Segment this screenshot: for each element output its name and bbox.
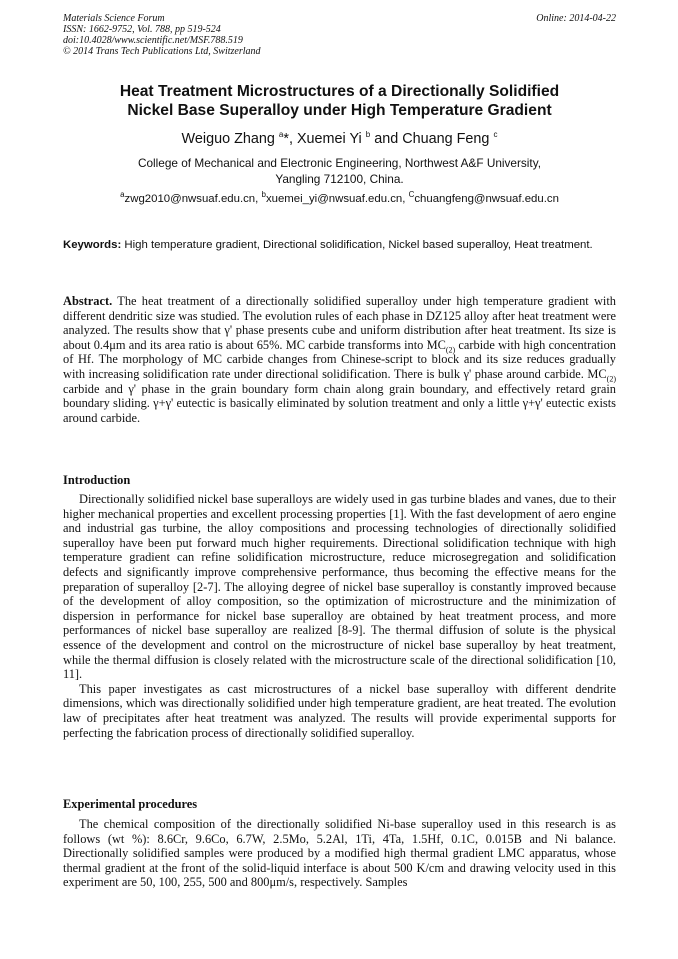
introduction-paragraph-1: Directionally solidified nickel base superalloys are widely used in gas turbine blades and vanes, due to their higher mechanical properties and excellent processing properties [1]. With the fast development of aero engine and industrial gas turbine, the alloy compositions and processing technologies of directionally solidified superalloy have been put forward much higher requirements. Directional solidification technique with high temperature gradient can refine solidification microstructure, reduce microsegregation and solidification defects and significantly improve comprehensive performance, thus becoming the effective means for the preparation of superalloy [2-7]. The alloying degree of nickel base superalloy is constantly improved because of the development of alloy composition, so the optimization of microstructure and the minimization of dispersion in performance for nickel base superalloy are obtained by heat treatment process, and more performances of nickel base superalloy are realized [8-9]. The thermal diffusion of solute is the physical essence of the development and control on the microstructure of nickel base superalloy by heat treatment, while the thermal diffusion is closely related with the microstructure scale of the directional solidification [10, 11].: [63, 492, 616, 682]
keywords: [63, 234, 616, 256]
author-3-sup: c: [493, 130, 498, 140]
author-2-sup: b: [365, 130, 371, 140]
author-1: Weiguo Zhang: [181, 131, 275, 147]
keywords-text: High temperature gradient, Directional solidification, Nickel based superalloy, Heat treatment.: [121, 239, 593, 251]
introduction-section: [63, 492, 616, 740]
abstract-text-2: carbide with high concentration of Hf. The morphology of MC carbide changes from Chinese-script to block and its size reduces gradually with increasing solidification rate under directional solidification. There is bulk γ' phase around carbide. MC: [63, 337, 616, 381]
email-c-sup: C: [408, 190, 415, 200]
journal-header: [63, 13, 616, 57]
author-3: Chuang Feng: [402, 131, 490, 147]
introduction-paragraph-2: This paper investigates as cast microstructures of a nickel base superalloy with different dendrite dimensions, which was directionally solidified under high temperature gradient, are heat treated. The evolution law of precipitates after heat treatment was analyzed. The results will provide experimental supports for perfecting the fabrication process of directionally solidified superalloy.: [63, 681, 616, 740]
experimental-section: [63, 817, 616, 890]
affiliation: [63, 156, 616, 187]
author-list: [63, 131, 616, 147]
experimental-heading: Experimental procedures: [63, 797, 198, 811]
abstract-text-3: carbide and γ' phase in the grain boundary form chain along grain boundary, and effectively retard grain boundary sliding. γ+γ' eutectic is basically eliminated by solution treatment and only a little γ+γ' eutectic exists around carbide.: [63, 381, 616, 425]
author-and: and: [370, 131, 403, 147]
issn-line: ISSN: 1662-9752, Vol. 788, pp 519-524: [63, 24, 221, 35]
email-a-sup: a: [120, 190, 125, 200]
affiliation-line-2: Yangling 712100, China.: [275, 171, 404, 186]
author-1-sup: a: [278, 130, 284, 140]
abstract: [63, 294, 616, 425]
email-a[interactable]: zwg2010@nwsuaf.edu.cn,: [124, 193, 262, 205]
abstract-sub-1: (2): [445, 345, 456, 355]
doi-line: doi:10.4028/www.scientific.net/MSF.788.519: [63, 35, 243, 46]
title-line-2: Nickel Base Superalloy under High Temperature Gradient: [127, 102, 552, 119]
affiliation-line-1: College of Mechanical and Electronic Engineering, Northwest A&F University,: [137, 156, 542, 170]
email-list: [63, 190, 616, 205]
online-date: Online: 2014-04-22: [536, 13, 616, 24]
introduction-heading: Introduction: [63, 473, 131, 487]
experimental-paragraph-1: The chemical composition of the directionally solidified Ni-base superalloy used in this research is as follows (wt %): 8.6Cr, 9.6Co, 6.7W, 2.5Mo, 5.2Al, 1Ti, 4Ta, 1.5Hf, 0.1C, 0.015B and Ni balance. Directionally solidified samples were produced by a modified high thermal gradient LMC apparatus, whose thermal gradient at the front of the solid-liquid interface is about 500 K/cm and drawing velocity used in this experiment are 50, 100, 255, 500 and 800μm/s, respectively. Samples: [63, 817, 616, 890]
title-line-1: Heat Treatment Microstructures of a Directionally Solidified: [119, 83, 560, 100]
copyright-line: © 2014 Trans Tech Publications Ltd, Switzerland: [63, 46, 261, 57]
paper-title: [63, 82, 616, 120]
author-2: Xuemei Yi: [296, 131, 362, 147]
email-b[interactable]: xuemei_yi@nwsuaf.edu.cn,: [265, 193, 409, 205]
abstract-label: Abstract.: [63, 294, 113, 308]
journal-name: Materials Science Forum: [63, 13, 165, 24]
email-b-sup: b: [261, 190, 266, 200]
abstract-text-1: The heat treatment of a directionally solidified superalloy under high temperature gradient with different dendritic size was studied. The evolution rules of each phase in DZ125 alloy after heat treatment were analyzed. The results show that γ' phase presents cube and uniform distribution after heat treatment. Its size is about 0.4μm and its area ratio is about 65%. MC carbide transforms into MC: [63, 294, 616, 352]
author-1-mark: *,: [283, 131, 297, 147]
email-c[interactable]: chuangfeng@nwsuaf.edu.cn: [414, 193, 559, 205]
abstract-sub-2: (2): [606, 374, 616, 384]
keywords-label: Keywords:: [63, 239, 122, 251]
